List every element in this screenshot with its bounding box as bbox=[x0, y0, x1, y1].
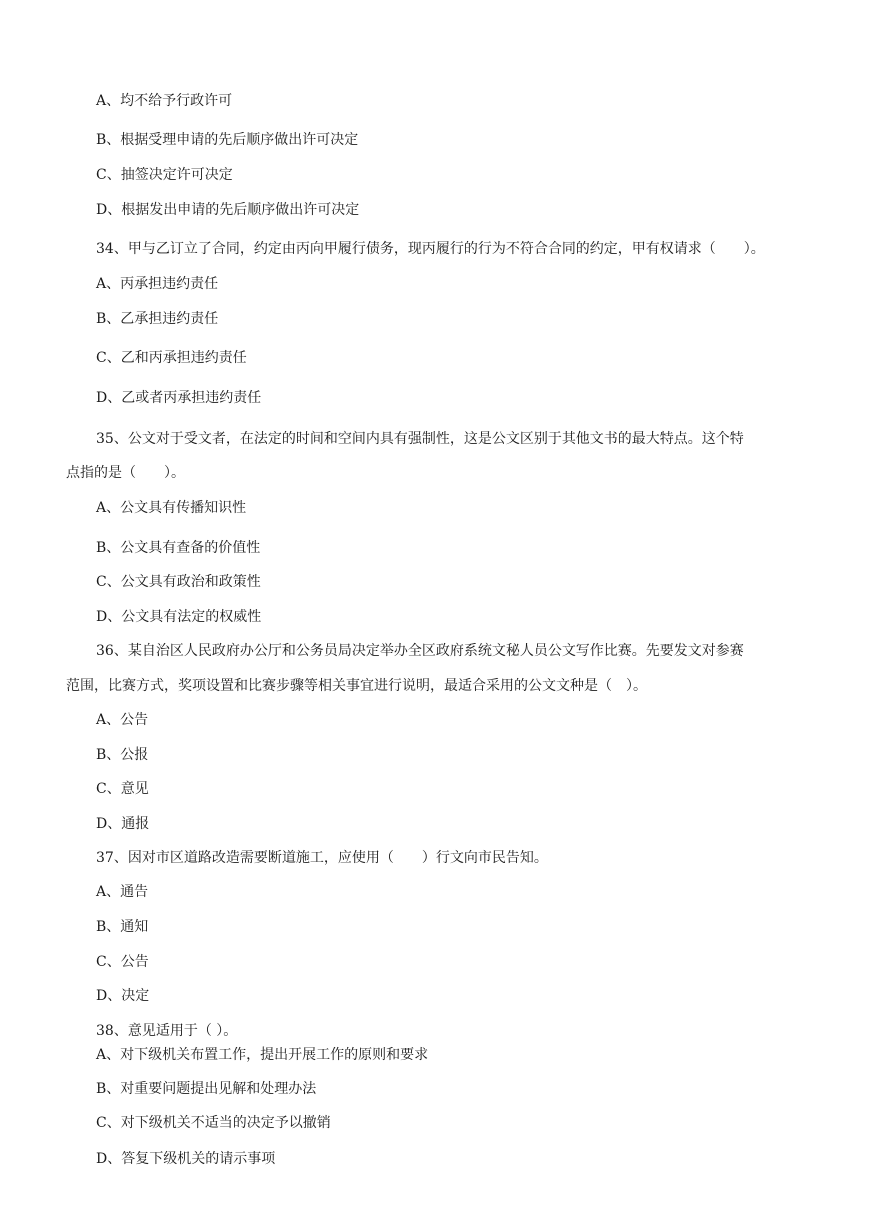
q33-option-c: C、抽签决定许可决定 bbox=[96, 167, 233, 183]
q35-option-b: B、公文具有查备的价值性 bbox=[96, 540, 261, 556]
q36-option-a: A、公告 bbox=[96, 712, 149, 728]
q33-option-a: A、均不给予行政许可 bbox=[96, 93, 233, 109]
q37-option-c: C、公告 bbox=[96, 954, 149, 970]
q36-option-b: B、公报 bbox=[96, 747, 149, 763]
q38-option-a: A、对下级机关布置工作，提出开展工作的原则和要求 bbox=[96, 1047, 429, 1063]
q37-option-a: A、通告 bbox=[96, 884, 149, 900]
q37-option-b: B、通知 bbox=[96, 919, 149, 935]
q37-stem: 37、因对市区道路改造需要断道施工，应使用（ ）行文向市民告知。 bbox=[96, 850, 548, 866]
q36-stem-line2: 范围，比赛方式，奖项设置和比赛步骤等相关事宜进行说明，最适合采用的公文文种是（ ）。 bbox=[66, 678, 647, 694]
q33-option-b: B、根据受理申请的先后顺序做出许可决定 bbox=[96, 132, 359, 148]
q34-option-a: A、丙承担违约责任 bbox=[96, 276, 219, 292]
q35-stem-line1: 35、公文对于受文者，在法定的时间和空间内具有强制性，这是公文区别于其他文书的最大特点。这个特 bbox=[96, 431, 744, 447]
q35-option-d: D、公文具有法定的权威性 bbox=[96, 609, 262, 625]
q35-option-a: A、公文具有传播知识性 bbox=[96, 500, 247, 516]
q38-option-b: B、对重要问题提出见解和处理办法 bbox=[96, 1081, 317, 1097]
q36-option-d: D、通报 bbox=[96, 816, 150, 832]
q38-stem: 38、意见适用于（ ）。 bbox=[96, 1023, 238, 1039]
q34-option-b: B、乙承担违约责任 bbox=[96, 311, 219, 327]
q34-option-c: C、乙和丙承担违约责任 bbox=[96, 350, 247, 366]
q38-option-d: D、答复下级机关的请示事项 bbox=[96, 1151, 276, 1167]
q35-option-c: C、公文具有政治和政策性 bbox=[96, 574, 261, 590]
q36-option-c: C、意见 bbox=[96, 781, 149, 797]
q36-stem-line1: 36、某自治区人民政府办公厅和公务员局决定举办全区政府系统文秘人员公文写作比赛。先要发文对参赛 bbox=[96, 643, 744, 659]
q33-option-d: D、根据发出申请的先后顺序做出许可决定 bbox=[96, 202, 360, 218]
q34-option-d: D、乙或者丙承担违约责任 bbox=[96, 390, 262, 406]
q38-option-c: C、对下级机关不适当的决定予以撤销 bbox=[96, 1115, 331, 1131]
q35-stem-line2: 点指的是（ ）。 bbox=[66, 465, 185, 481]
q34-stem: 34、甲与乙订立了合同，约定由丙向甲履行债务，现丙履行的行为不符合合同的约定，甲有权请求（ ）。 bbox=[96, 241, 765, 257]
q37-option-d: D、决定 bbox=[96, 988, 150, 1004]
